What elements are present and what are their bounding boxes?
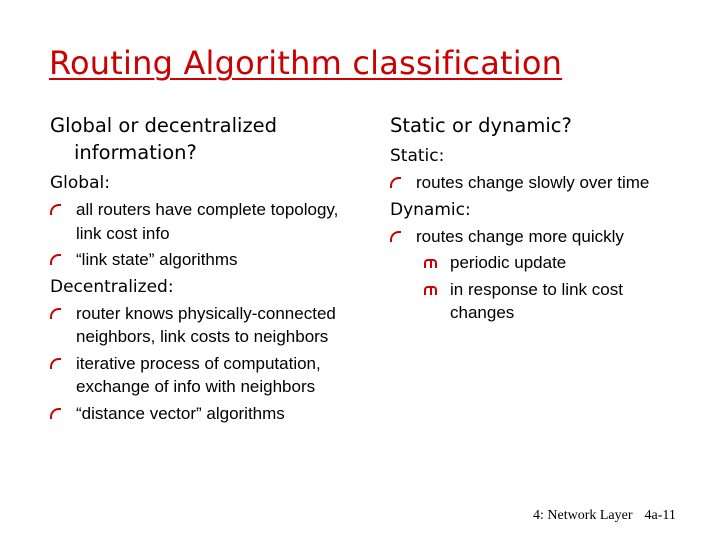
footer-page-number: 4a-11 [644, 508, 676, 523]
red-arc-bullet-icon [390, 177, 401, 188]
sub-list-item-text: in response to link cost changes [450, 279, 623, 322]
static-list [390, 171, 690, 195]
red-arc-bullet-icon [50, 358, 61, 369]
footer-section: 4: Network Layer [533, 508, 633, 523]
global-label: Global: [50, 173, 110, 193]
red-arc-bullet-icon [390, 231, 401, 242]
list-item-text: iterative process of computation, exchange of info with neighbors [76, 353, 321, 396]
list-item [390, 171, 690, 195]
decentralized-list [50, 302, 350, 426]
sub-list-item [418, 251, 690, 275]
right-question: Static or dynamic? [390, 114, 572, 137]
list-item [50, 198, 350, 245]
slide-title: Routing Algorithm classification [49, 44, 563, 82]
red-m-bullet-icon [424, 286, 437, 295]
list-item [50, 248, 350, 272]
dynamic-label: Dynamic: [390, 199, 471, 220]
list-item-text: routes change more quickly [416, 226, 624, 246]
left-question: Global or decentralized information? [50, 114, 278, 164]
left-column [50, 112, 350, 428]
red-m-bullet-icon [424, 259, 437, 268]
list-item [50, 402, 350, 426]
red-arc-bullet-icon [50, 204, 61, 215]
list-item-text: “distance vector” algorithms [76, 403, 285, 423]
list-item-text: all routers have complete topology, link cost info [76, 200, 339, 243]
list-item [50, 352, 350, 399]
red-arc-bullet-icon [50, 254, 61, 265]
list-item-text: routes change slowly over time [416, 173, 650, 192]
dynamic-list [390, 225, 690, 249]
list-item-text: “link state” algorithms [76, 250, 238, 269]
static-label: Static: [390, 146, 445, 166]
red-arc-bullet-icon [50, 308, 61, 319]
decentralized-label: Decentralized: [50, 276, 174, 297]
slide-footer [533, 508, 676, 524]
sub-list-item-text: periodic update [450, 253, 567, 272]
red-arc-bullet-icon [50, 408, 61, 419]
list-item [390, 225, 690, 249]
list-item [50, 302, 350, 349]
right-column [390, 112, 690, 328]
dynamic-sublist [390, 251, 690, 325]
global-list [50, 198, 350, 272]
sub-list-item [418, 278, 690, 325]
list-item-text: router knows physically-connected neighbors, link costs to neighbors [76, 303, 336, 346]
